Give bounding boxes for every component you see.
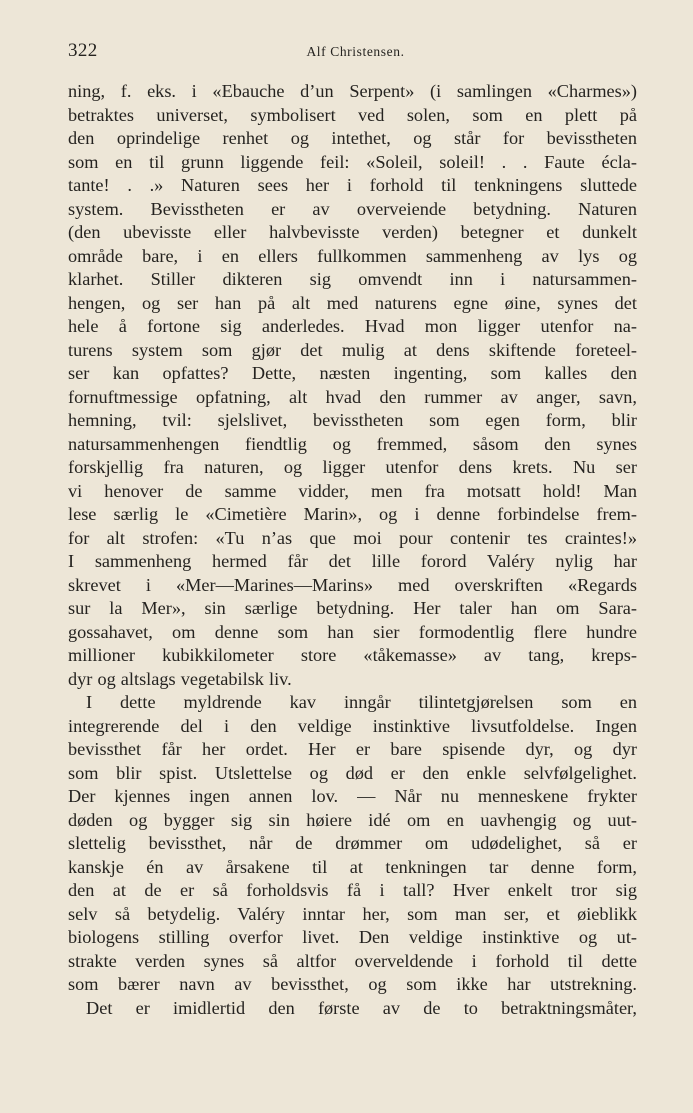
text-line: den oprindelige renhet og intethet, og står for bevisstheten <box>68 128 637 148</box>
text-line: som en til grunn liggende feil: «Soleil, soleil! . . Faute écla- <box>68 151 637 172</box>
page-header <box>68 40 643 64</box>
text-line: bevissthet får her ordet. Her er bare spisende dyr, og dyr <box>68 739 637 759</box>
page-number: 322 <box>68 40 98 61</box>
text-line: hele å fortone sig anderledes. Hvad mon ligger utenfor na- <box>68 316 637 336</box>
text-line: selv så betydelig. Valéry inntar her, som man ser, et øieblikk <box>68 903 637 924</box>
text-line: gossahavet, om denne som han sier formodentlig flere hundre <box>68 621 637 642</box>
text-line: slettelig bevissthet, når de drømmer om udødelighet, så er <box>68 833 637 853</box>
text-line: område bare, i en ellers fullkommen sammenheng av lys og <box>68 245 637 266</box>
text-line: Der kjennes ingen annen lov. — Når nu menneskene frykter <box>68 786 637 806</box>
text-line: sur la Mer», sin særlige betydning. Her taler han om Sara- <box>68 598 637 618</box>
paragraph-first-line: Det er imidlertid den første av de to betraktningsmåter, <box>86 997 637 1018</box>
text-line: tante! . .» Naturen sees her i forhold til tenkningens sluttede <box>68 175 637 195</box>
text-line: som blir spist. Utslettelse og død er den enkle selvfølgelighet. <box>68 762 637 783</box>
text-line: hemning, tvil: sjelslivet, bevisstheten som egen form, blir <box>68 410 637 430</box>
text-line: lese særlig le «Cimetière Marin», og i denne forbindelse frem- <box>68 504 637 524</box>
text-line: som bærer navn av bevissthet, og som ikke har utstrekning. <box>68 974 637 994</box>
text-line: den at de er så forholdsvis få i tall? Hver enkelt tror sig <box>68 880 637 900</box>
paragraph-first-line: I dette myldrende kav inngår tilintetgjørelsen som en <box>86 692 637 712</box>
text-line: hengen, og ser han på alt med naturens egne øine, synes det <box>68 292 637 313</box>
text-line: turens system som gjør det mulig at dens skiftende foreteel- <box>68 339 637 360</box>
text-line: døden og bygger sig sin høiere idé om en uavhengig og uut- <box>68 809 637 830</box>
text-line: klarhet. Stiller dikteren sig omvendt inn i natursammen- <box>68 269 637 289</box>
text-line: system. Bevisstheten er av overveiende betydning. Naturen <box>68 198 637 219</box>
text-line: biologens stilling overfor livet. Den veldige instinktive og ut- <box>68 927 637 947</box>
running-head: Alf Christensen. <box>306 44 405 59</box>
text-line: strakte verden synes så altfor overveldende i forhold til dette <box>68 950 637 971</box>
paragraph-last-line: dyr og altslags vegetabilsk liv. <box>68 668 292 689</box>
text-line: millioner kubikkilometer store «tåkemasse» av tang, kreps- <box>68 645 637 665</box>
text-line: for alt strofen: «Tu n’as que moi pour contenir tes craintes!» <box>68 527 637 548</box>
text-line: kanskje én av årsakene til at tenkningen tar denne form, <box>68 856 637 877</box>
body-text <box>68 80 637 1020</box>
text-line: (den ubevisste eller halvbevisste verden) betegner et dunkelt <box>68 222 637 242</box>
text-line: I sammenheng hermed får det lille forord Valéry nylig har <box>68 551 637 571</box>
text-line: natursammenhengen fiendtlig og fremmed, såsom den synes <box>68 433 637 454</box>
text-line: integrerende del i den veldige instinktive livsutfoldelse. Ingen <box>68 715 637 736</box>
text-line: ning, f. eks. i «Ebauche d’un Serpent» (i samlingen «Charmes») <box>68 81 637 101</box>
text-line: forskjellig fra naturen, og ligger utenfor dens krets. Nu ser <box>68 457 637 477</box>
text-line: skrevet i «Mer—Marines—Marins» med overskriften «Regards <box>68 574 637 595</box>
text-line: fornuftmessige opfatning, alt hvad den rummer av anger, savn, <box>68 386 637 407</box>
text-line: ser kan opfattes? Dette, næsten ingenting, som kalles den <box>68 363 637 383</box>
text-line: betraktes universet, symbolisert ved solen, som en plett på <box>68 104 637 125</box>
text-line: vi henover de samme vidder, men fra motsatt hold! Man <box>68 480 637 501</box>
